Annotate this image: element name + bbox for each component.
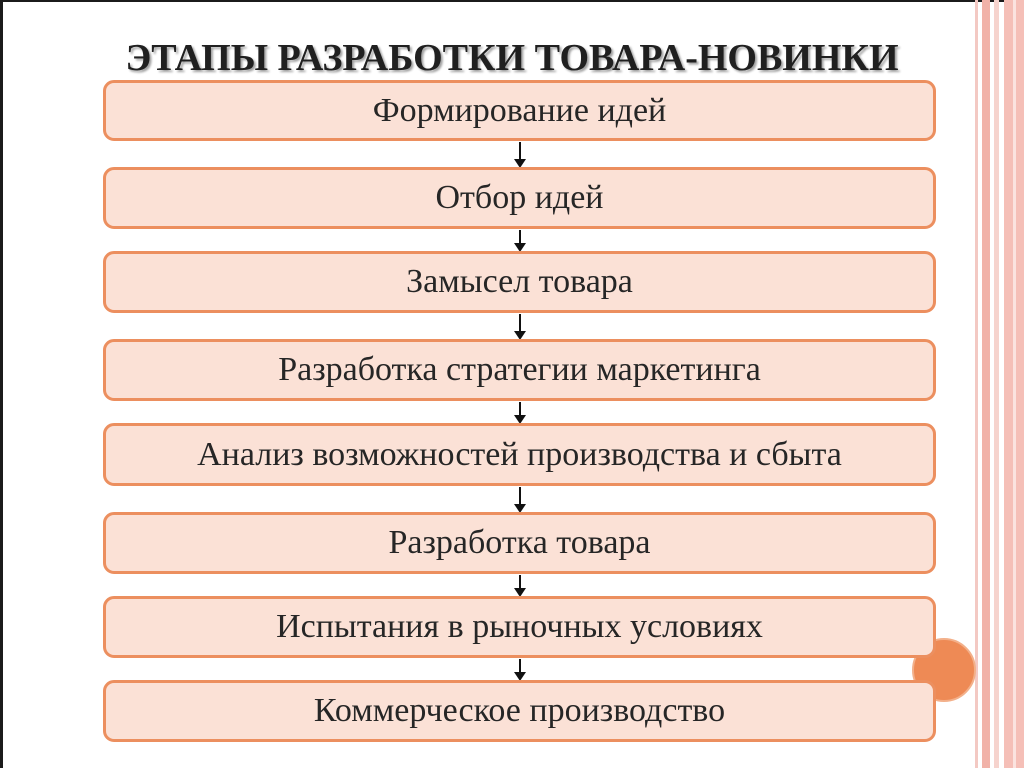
slide-title: ЭТАПЫ РАЗРАБОТКИ ТОВАРА-НОВИНКИ: [125, 37, 899, 79]
decorative-stripe: [982, 0, 990, 768]
decorative-stripe: [975, 0, 978, 768]
step-box-7: Испытания в рыночных условиях: [103, 596, 936, 658]
step-box-1: Формирование идей: [103, 80, 936, 141]
flow-arrow: [514, 230, 526, 252]
step-box-3: Замысел товара: [103, 251, 936, 313]
step-box-4: Разработка стратегии маркетинга: [103, 339, 936, 401]
slide-frame-left: [0, 0, 3, 768]
flow-arrow: [514, 402, 526, 424]
step-box-5: Анализ возможностей производства и сбыта: [103, 423, 936, 486]
step-box-8: Коммерческое производство: [103, 680, 936, 742]
flow-arrow: [514, 314, 526, 340]
slide-frame-top: [0, 0, 1024, 2]
flow-arrow: [514, 487, 526, 513]
step-box-2: Отбор идей: [103, 167, 936, 229]
step-box-6: Разработка товара: [103, 512, 936, 574]
decorative-stripe: [1013, 0, 1016, 768]
flow-arrow: [514, 575, 526, 597]
flow-arrow: [514, 659, 526, 681]
flow-arrow: [514, 142, 526, 168]
decorative-stripe: [994, 0, 999, 768]
